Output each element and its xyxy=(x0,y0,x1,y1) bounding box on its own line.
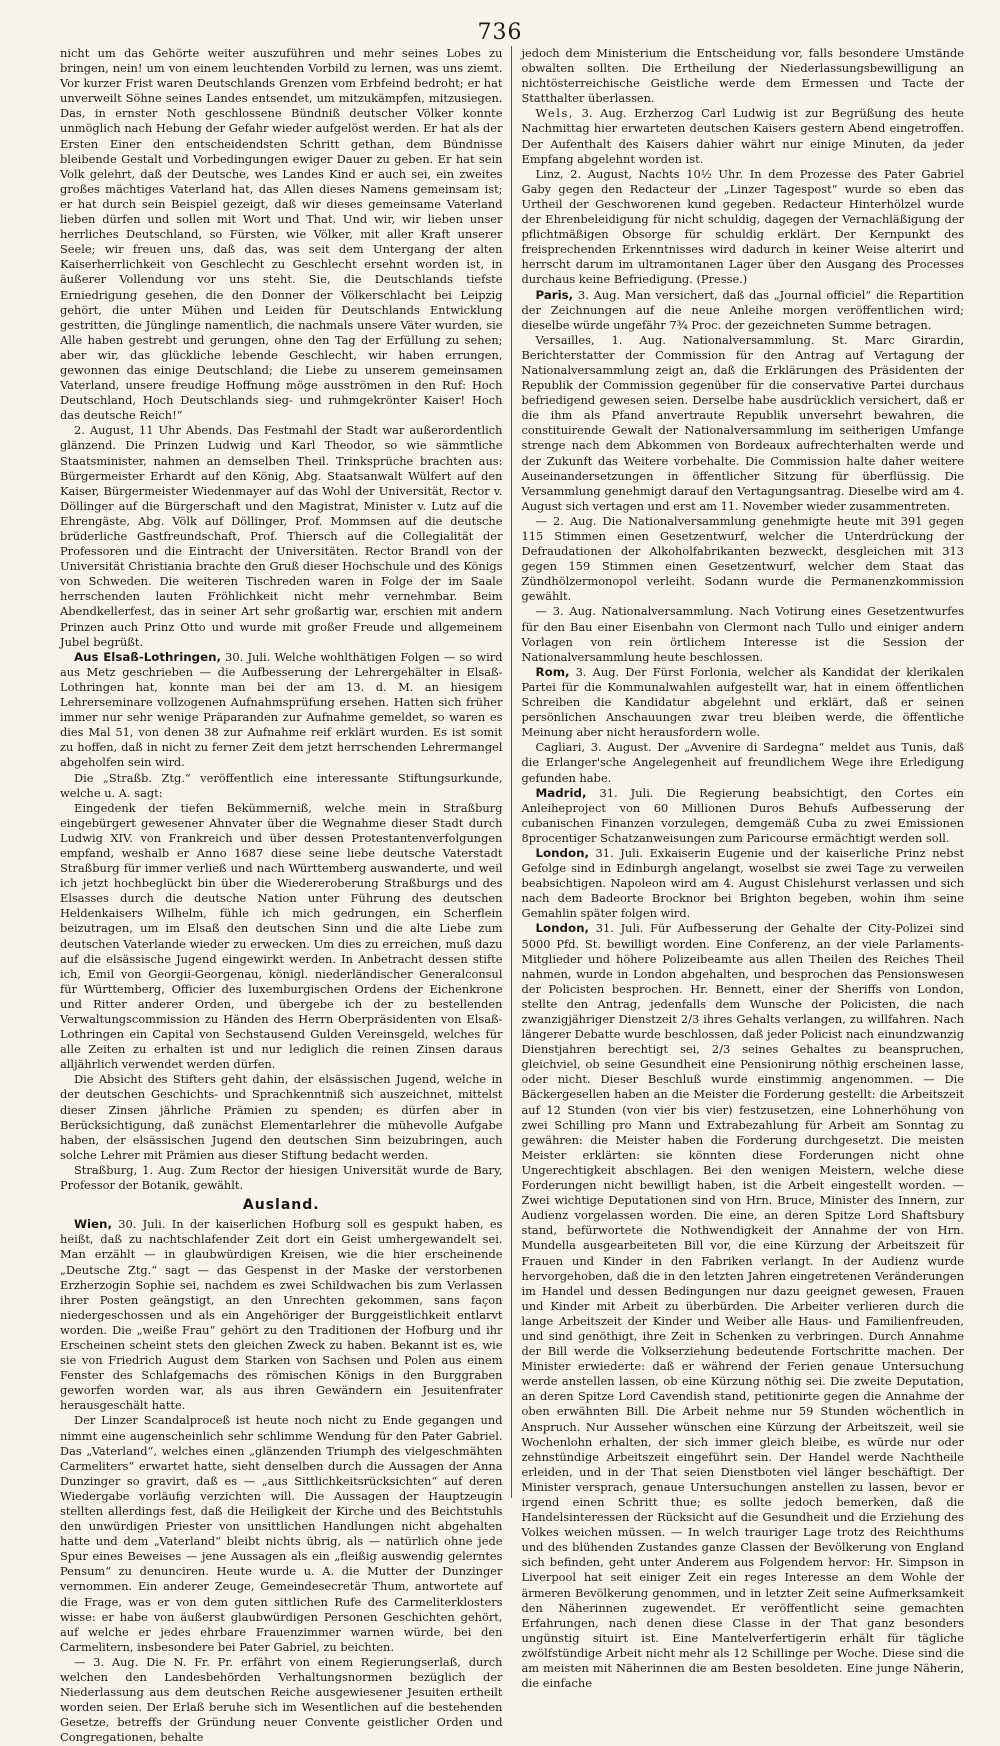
article-paragraph: 2. August, 11 Uhr Abends. Das Festmahl der Stadt war außerordentlich glänzend. Die Prinzen Ludwig und Karl Theodor, so wie sämmtliche Staatsminister, nahmen an demselben Theil. Trinksprüche brachten aus: Bürgermeister Erhardt auf den König, Abg. Staatsanwalt Wülfert auf den Kaiser, Bürgermeister Wiedenmayer auf das Wohl der Universität, Rector v. Döllinger auf die Bürgerschaft und den Magistrat, Minister v. Lutz auf die Ehrengäste, Abg. Völk auf Döllinger, Prof. Mommsen auf die deutsche brüderliche Gastfreundschaft, Prof. Thiersch auf die Collegialität der Professoren und die Eintracht der Universitäten. Rector Brandl von der Universität Christiania brachte den Gruß dieser Hochschule und des Königs von Schweden. Die weiteren Tischreden waren in Folge der im Saale herrschenden lauten Fröhlichkeit nicht mehr vernehmbar. Beim Abendkellerfest, das in seiner Art sehr großartig war, erschien mit andern Prinzen auch Prinz Otto und wurde mit großer Freude und allgemeinem Jubel begrüßt. xyxy=(60,423,503,649)
article-paragraph: London, 31. Juli. Für Aufbesserung der Gehalte der City-Polizei sind 5000 Pfd. St. bewilligt worden. Eine Conferenz, an der viele Parlaments-Mitglieder und höhere Polizeibeamte aus allen Theilen des Reiches Theil nahmen, wurde in London abgehalten, und besprochen das Pensionswesen der Policisten besprochen. Hr. Bennett, einer der Sheriffs von London, stellte den Antrag, jedenfalls dem Wunsche der Policisten, die nach zwanzigjähriger Dienstzeit 2/3 ihres Gehalts verlangen, zu willfahren. Nach längerer Debatte wurde beschlossen, daß jeder Policist nach einundzwanzig Dienstjahren berechtigt sei, 2/3 seines Gehaltes zu beanspruchen, gleichviel, ob seine Gesundheit eine Pensionirung nöthig erscheinen lasse, oder nicht. Dieser Beschluß wurde einstimmig angenommen. — Die Bäckergesellen haben an die Meister die Forderung gestellt: die Arbeitszeit auf 12 Stunden (von vier bis vier) festzusetzen, eine Lohnerhöhung von zwei Schilling pro Mann und Extrabezahlung für Arbeit am Sonntag zu gewähren: die Meister haben die Forderung durchgesetzt. Die meisten Meister erklärten: sie könnten diese Forderungen nicht ohne Ungerechtigkeit abschlagen. Bei den wenigen Meistern, welche diese Forderungen nicht bewilligt haben, ist die Arbeit eingestellt worden. — Zwei wichtige Deputationen sind von Hrn. Bruce, Minister des Innern, zur Audienz vorgelassen worden. Die eine, an deren Spitze Lord Shaftsbury stand, befürwortete die Nothwendigkeit der Annahme der von Hrn. Mundella ausgearbeiteten Bill vor, die eine Kürzung der Arbeitszeit für Frauen und Kinder in den Fabriken verlangt. In der Audienz wurde hervorgehoben, daß die in den letzten Jahren eingetretenen Veränderungen im Handel und dessen Bedingungen nur dazu geeignet gewesen, Frauen und Kinder mit Arbeit zu überbürden. Die Arbeiter verlieren durch die lange Arbeitszeit der Kinder und Weiber alle Haus- und Familienfreuden, und sind genöthigt, ihre Zeit in Schenken zu verbringen. Durch Annahme der Bill werde die Volkserziehung bedeutende Fortschritte machen. Der Minister erwiederte: daß er während der Ferien genaue Untersuchung werde anstellen lassen, ob eine Kürzung nöthig sei. Die zweite Deputation, an deren Spitze Lord Cavendish stand, petitionirte gegen die Annahme der oben erwähnten Bill. Die Arbeit nehme nur 59 Stunden wöchentlich in Anspruch. Nur Ausseher wünschen eine Kürzung der Arbeitszeit, weil sie Wochenlohn erhalten, der sich immer gleich bleibe, es würde nur oder zehnstündige Arbeitszeit eingeführt sein. Der Handel werde Nachtheile erleiden, und in der That seien Dienstboten viel länger beschäftigt. Der Minister versprach, genaue Untersuchungen anstellen zu lassen, bevor er irgend einen Schritt thue; es sollte jedoch bemerken, daß die Handelsinteressen der Rücksicht auf die Gesundheit und die Erziehung des Volkes weichen müssen. — In welch trauriger Lage trotz des Reichthums und des blühenden Zustandes ganze Classen der Bevölkerung von England sich befinden, geht unter Anderem aus Folgendem hervor: Hr. Simpson in Liverpool hat seit einiger Zeit ein reges Interesse an dem Wohle der ärmeren Bevölkerung genommen, und in letzter Zeit seine Aufmerksamkeit den Näherinnen zugewendet. Er veröffentlicht seine gemachten Erfahrungen, nach denen diese Classe in der That ganz besonders ungünstig situirt ist. Eine Mantelverfertigerin erhält für tägliche zwölfstündige Arbeit nicht mehr als 12 Schillinge per Woche. Diese sind die am meisten mit Näherinnen die am Besten besoldeten. Eine junge Näherin, die einfache xyxy=(521,921,964,1691)
quoted-document: Eingedenk der tiefen Bekümmerniß, welche mein in Straßburg eingebürgert gewesener Ahnvater über die Wegnahme dieser Stadt durch Ludwig XIV. von Frankreich und über dessen Protestantenverfolgungen empfand, weshalb er Anno 1687 diese seine liebe deutsche Vaterstadt Straßburg für immer verließ und nach Württemberg auswanderte, und weil ich jetzt hochbeglückt bin über die Wiedereroberung Straßburgs und des Elsasses durch die deutsche Nation unter Führung des deutschen Heldenkaisers Wilhelm, fühle ich mich gedrungen, ein Scherflein beizutragen, um im Elsaß den deutschen Sinn und die alte Liebe zum deutschen Vaterlande wieder zu erwecken. Um dies zu erreichen, muß dazu auf die elsässische Jugend eingewirkt werden. In Anbetracht dessen stifte ich, Emil von Georgii-Georgenau, königl. niederländischer Generalconsul für Württemberg, Officier des luxemburgischen Ordens der Eichenkrone und Ritter anderer Orden, und übergebe ich der zu bestellenden Verwaltungscommission zu Händen des Herrn Oberpräsidenten von Elsaß-Lothringen ein Capital von Sechstausend Gulden Vereinsgeld, welches für alle Zeiten zu erhalten ist und nur lediglich die reinen Zinsen daraus alljährlich verwendet werden dürfen. xyxy=(60,800,503,1072)
dateline-heading: Paris, xyxy=(535,287,574,302)
dateline-heading: London, xyxy=(535,921,589,936)
article-paragraph: Madrid, 31. Juli. Die Regierung beabsichtigt, den Cortes ein Anleiheproject von 60 Millionen Duros Behufs Aufbesserung der cubanischen Finanzen vorzulegen, demgemäß Cuba zu zwei Emissionen 8procentiger Schatzanweisungen zum Paricourse ermächtigt werden soll. xyxy=(521,785,964,845)
article-paragraph: Aus Elsaß-Lothringen, 30. Juli. Welche wohlthätigen Folgen — so wird aus Metz geschrieben — die Aufbesserung der Lehrergehälter in Elsaß-Lothringen hat, konnte man bei der am 13. d. M. an hiesigem Lehrerseminare vollzogenen Aufnahmsprüfung ersehen. Hatten sich früher immer nur sehr wenige Präparanden zur Aufnahme gemeldet, so waren es dies Mal 51, von denen 38 zur Aufnahme reif erklärt wurden. Es ist somit zu hoffen, daß in nicht zu ferner Zeit dem jetzt herrschenden Lehrermangel abgeholfen sein wird. xyxy=(60,649,503,770)
article-paragraph: — 2. Aug. Die Nationalversammlung genehmigte heute mit 391 gegen 115 Stimmen einen Gesetzentwurf, welcher die Unterdrückung der Defraudationen der Alkoholfabrikanten bezweckt, desgleichen mit 313 gegen 159 Stimmen einen Gesetzentwurf, welcher dem Staat das Zündhölzermonopol verleiht. Sodann wurde die Permanenzkommission gewählt. xyxy=(521,513,964,604)
page-number: 736 xyxy=(477,20,523,45)
article-paragraph: Linz, 2. August, Nachts 10½ Uhr. In dem Prozesse des Pater Gabriel Gaby gegen den Redacteur der „Linzer Tagespost“ wurde so eben das Urtheil der Geschworenen kund gegeben. Redacteur Hinterhölzel wurde der Ehrenbeleidigung für nicht schuldig, dagegen der Vernachläßigung der pflichtmäßigen Obsorge für schuldig erklärt. Der Kernpunkt des freisprechenden Erkenntnisses wird dadurch in keiner Weise alterirt und herrscht darum im ultramontanen Lager über den Ausgang des Processes durchaus keine Befriedigung. (Presse.) xyxy=(521,166,964,287)
dateline-heading: Rom, xyxy=(535,664,570,679)
section-heading: Ausland. xyxy=(242,1197,320,1214)
dateline-heading: Wien, xyxy=(74,1217,112,1232)
article-paragraph: Paris, 3. Aug. Man versichert, daß das „Journal officiel“ die Repartition der Zeichnungen auf die neue Anleihe morgen veröffentlichen wird; dieselbe würde ungefähr 7¾ Proc. der gezeichneten Summe betragen. xyxy=(521,287,964,332)
article-paragraph: Die Absicht des Stifters geht dahin, der elsässischen Jugend, welche in der deutschen Geschichts- und Sprachkenntniß sich auszeichnet, mittelst dieser Zinsen jährliche Prämien zu spenden; es dürfen aber in Berücksichtigung, daß zunächst Elementarlehrer die mühevolle Aufgabe haben, der elsässischen Jugend den deutschen Sinn beizubringen, auch solche Lehrer mit Prämien aus dieser Stiftung bedacht werden. xyxy=(60,1072,503,1162)
article-paragraph: Wien, 30. Juli. In der kaiserlichen Hofburg soll es gespukt haben, es heißt, daß zu nachtschlafender Zeit dort ein Geist umhergewandelt sei. Man erzählt — in glaubwürdigen Kreisen, wie die hier erscheinende „Deutsche Ztg.“ sagt — das Gespenst in der Maske der verstorbenen Erzherzogin Sophie sei, nachdem es zwei Schildwachen bis zum Verlassen ihrer Posten geängstigt, an den Unrechten gekommen, sans façon niedergeschossen und als ein Angehöriger der Burggeistlichkeit entlarvt worden. Die „weiße Frau“ gehört zu den Traditionen der Hofburg und ihr Erscheinen scheint stets den gleichen Zweck zu haben. Bekannt ist es, wie sie von Friedrich August dem Starken von Sachsen und Polen aus einem Fenster des Schlafgemachs des römischen Königs in den Burggraben geworfen worden war, als aus ihren Gewändern ein Jesuitenfrater herausgeschält hatte. xyxy=(60,1217,503,1413)
dateline: 2. August, 11 Uhr Abends. xyxy=(74,423,233,438)
article-paragraph: London, 31. Juli. Exkaiserin Eugenie und der kaiserliche Prinz nebst Gefolge sind in Edinburgh angelangt, woselbst sie zwei Tage zu verweilen beabsichtigen. Napoleon wird am 4. August Chislehurst verlassen und sich nach dem Badeorte Brocknor bei Brighton begeben, wohin ihm seine Gemahlin später folgen wird. xyxy=(521,845,964,921)
article-paragraph: Versailles, 1. Aug. Nationalversammlung. St. Marc Girardin, Berichterstatter der Commission für den Antrag auf Vertagung der Nationalversammlung zeigt an, daß die Erklärungen des Präsidenten der Republik der Commission gegenüber für die conservative Partei durchaus befriedigend gewesen seien. Derselbe habe ausdrücklich versichert, daß er die ihm als Pfand anvertraute Republik unversehrt bewahren, die constituirende Gewalt der Nationalversammlung im seitherigen Umfange strenge nach dem Abkommen von Bordeaux aufrechterhalten werde und der Zukunft das Weitere vorbehalte. Die Commission halte daher weitere Auseinandersetzungen in öffentlicher Sitzung für überflüssig. Die Versammlung genehmigt darauf den Vertagungsantrag. Dieselbe wird am 4. August sich vertagen und erst am 11. November wieder zusammentreten. xyxy=(521,332,964,513)
article-paragraph: Cagliari, 3. August. Der „Avvenire di Sardegna“ meldet aus Tunis, daß die Erlanger'sche Angelegenheit auf freundlichem Wege ihre Erledigung gefunden habe. xyxy=(521,740,964,785)
left-column xyxy=(60,46,512,1745)
newspaper-columns xyxy=(60,46,964,1745)
dateline-heading: Aus Elsaß-Lothringen, xyxy=(74,649,221,664)
article-paragraph: Straßburg, 1. Aug. Zum Rector der hiesigen Universität wurde de Bary, Professor der Botanik, gewählt. xyxy=(60,1162,503,1193)
article-paragraph: nicht um das Gehörte weiter auszuführen und mehr seines Lobes zu bringen, nein! um von einem leuchtenden Vorbild zu lernen, was uns ziemt. Vor kurzer Frist waren Deutschlands Grenzen vom Erbfeind bedroht; er hat unverweilt Söhne seines Landes entsendet, um mitzukämpfen, mitzusiegen. Das, in ernster Noth geschlossene Bündniß deutscher Völker konnte unmöglich nach Hebung der Gefahr wieder aufgelöst werden. Er hat als der Ersten Einer den entscheidendsten Schritt gethan, dem Bündnisse bleibende Gestalt und Vorbedingungen ewiger Dauer zu geben. Er hat sein Volk gelehrt, daß der Deutsche, wes Landes Kind er auch sei, ein zweites großes mächtiges Vaterland hat, das Allen dieses Namens gemeinsam ist; er hat durch sein Beispiel gezeigt, daß wir dieses gemeinsame Vaterland lieben dürfen und sollen mit Wort und That. Und wir, wir lieben unser herrliches Deutschland, so Fürsten, wie Völker, mit aller Kraft unserer Seele; wir freuen uns, daß das, was seit dem Untergang der alten Kaiserherrlichkeit von Geschlecht zu Geschlecht ersehnt worden ist, in äußerer Vollendung vor uns steht. Sie, die Deutschlands tiefste Erniedrigung gesehen, die den Donner der Völkerschlacht bei Leipzig gehört, die unter Mühen und Leiden für Deutschlands Entwicklung gestritten, die Jünglinge namentlich, die nachmals unsere Väter wurden, sie Alle haben gestrebt und gerungen, ohne den Tag der Erfüllung zu sehen; aber wir, das glückliche lebende Geschlecht, wir haben errungen, gewonnen das einige Deutschland; die Liebe zu unserem gemeinsamen Vaterland, unsere freudige Hoffnung möge ausströmen in den Ruf: Hoch Deutschland, Hoch Deutschlands sieg- und ruhmgekrönter Kaiser! Hoch das deutsche Reich!“ xyxy=(60,46,503,423)
article-paragraph: jedoch dem Ministerium die Entscheidung vor, falls besondere Umstände obwalten sollten. Die Ertheilung der Niederlassungsbewilligung an nichtösterreichische Geistliche werde dem Ermessen und Tacte der Statthalter überlassen. xyxy=(521,46,964,106)
article-paragraph: — 3. Aug. Die N. Fr. Pr. erfährt von einem Regierungserlaß, durch welchen den Landesbehörden Verhaltungsnormen bezüglich der Niederlassung aus dem deutschen Reiche ausgewiesener Jesuiten ertheilt worden seien. Der Erlaß beruhe sich im Wesentlichen auf die bestehenden Gesetze, betreffs der Gründung neuer Convente geistlicher Orden und Congregationen, behalte xyxy=(60,1654,503,1745)
dateline-heading: Madrid, xyxy=(535,785,587,800)
article-paragraph: — 3. Aug. Nationalversammlung. Nach Votirung eines Gesetzentwurfes für den Bau einer Eisenbahn von Clermont nach Tullo und einiger andern Vorlagen von rein örtlichem Interesse ist die Session der Nationalversammlung heute beschlossen. xyxy=(521,604,964,664)
article-paragraph: Wels, 3. Aug. Erzherzog Carl Ludwig ist zur Begrüßung des heute Nachmittag hier erwarteten deutschen Kaisers gestern Abend eingetroffen. Der Aufenthalt des Kaisers dahier währt nur einige Minuten, da jeder Empfang abgelehnt worden ist. xyxy=(521,106,964,166)
right-column xyxy=(521,46,965,1691)
article-paragraph: Rom, 3. Aug. Der Fürst Forlonia, welcher als Kandidat der klerikalen Partei für die Kommunalwahlen aufgestellt war, hat in einem öffentlichen Schreiben die Kandidatur abgelehnt und erklärt, daß er seinen persönlichen Anschauungen zwar treu bleiben werde, die öffentliche Meinung aber nicht herausfordern wolle. xyxy=(521,664,964,740)
article-paragraph: Die „Straßb. Ztg.“ veröffentlich eine interessante Stiftungsurkunde, welche u. A. sagt: xyxy=(60,770,503,800)
dateline-heading: Wels, xyxy=(535,106,575,121)
article-paragraph: Der Linzer Scandalproceß ist heute noch nicht zu Ende gegangen und nimmt eine augenscheinlich sehr schlimme Wendung für den Pater Gabriel. Das „Vaterland“, welches einen „glänzenden Triumph des vielgeschmähten Carmeliters“ erwartet hatte, sieht denselben durch die Aussagen der Anna Dunzinger so gravirt, daß es — „aus Sittlichkeitsrücksichten“ auf deren Wiedergabe vorläufig verzichten will. Die Aussagen der Hauptzeugin stellten allerdings fest, daß die Heiligkeit der Kirche und des Beichtstuhls den unwürdigen Priester von unsittlichen Handlungen nicht abgehalten hatte und dem „Vaterland“ bleibt nichts übrig, als — natürlich ohne jede Spur eines Beweises — jene Aussagen als ein „fleißig auswendig gelerntes Pensum“ zu denunciren. Heute wurde u. A. die Mutter der Dunzinger vernommen. Ein anderer Zeuge, Gemeindesecretär Thum, antwortete auf die Frage, was er von dem guten sittlichen Rufe des Carmeliterklosters wisse: er habe von äußerst glaubwürdigen Personen Geschichten gehört, auf welche er jedes ehrbare Frauenzimmer warnen würde, bei den Carmelitern, insbesondere bei Pater Gabriel, zu beichten. xyxy=(60,1413,503,1654)
dateline-heading: London, xyxy=(535,845,589,860)
